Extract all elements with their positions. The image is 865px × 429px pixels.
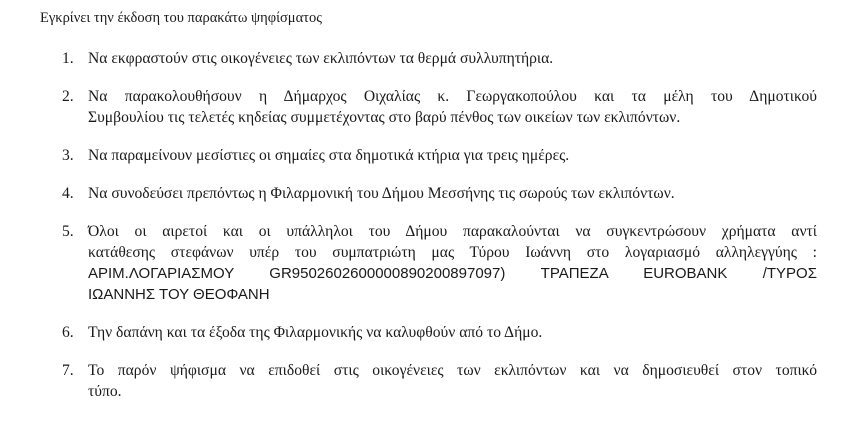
item-line: Συμβουλίου τις τελετές κηδείας συμμετέχοντας στο βαρύ πένθος των οικείων των εκλιπόντων.: [88, 109, 681, 126]
item-line: Όλοι οι αιρετοί και οι υπάλληλοι του Δήμου παρακαλούνται να συγκεντρώσουν χρήματα αντί: [88, 223, 817, 240]
item-text: [88, 183, 817, 204]
item-line: τύπο.: [88, 383, 122, 400]
list-item: [62, 322, 817, 343]
resolution-list: [62, 48, 817, 419]
item-text: [88, 86, 817, 128]
item-number: 4.: [62, 185, 74, 202]
item-line: ΑΡΙΜ.ΛΟΓΑΡΙΑΣΜΟΥ GR9502602600000890200897097) ΤΡΑΠΕΖΑ EUROBANK /ΤΥΡΟΣ: [88, 265, 817, 282]
list-item: [62, 48, 817, 69]
item-text: [88, 145, 817, 166]
item-line: Να παρακολουθήσουν η Δήμαρχος Οιχαλίας κ. Γεωργακοπούλου και τα μέλη του Δημοτικού: [88, 88, 817, 105]
item-number: 5.: [62, 223, 74, 240]
item-line: Να παραμείνουν μεσίστιες οι σημαίες στα δημοτικά κτήρια για τρεις ημέρες.: [88, 147, 570, 164]
item-line: Να συνοδεύσει πρεπόντως η Φιλαρμονική του Δήμου Μεσσήνης τις σωρούς των εκλιπόντων.: [88, 185, 675, 202]
item-text: [88, 221, 817, 305]
item-line: Την δαπάνη και τα έξοδα της Φιλαρμονικής να καλυφθούν από το Δήμο.: [88, 324, 543, 341]
item-line: ΙΩΑΝΝΗΣ ΤΟΥ ΘΕΟΦΑΝΗ: [88, 286, 270, 303]
item-number: 6.: [62, 324, 74, 341]
list-item: [62, 86, 817, 128]
item-line: Το παρόν ψήφισμα να επιδοθεί στις οικογένειες των εκλιπόντων και να δημοσιευθεί στον τοπικό: [88, 362, 817, 379]
item-text: [88, 48, 817, 69]
item-number: 7.: [62, 362, 74, 379]
item-text: [88, 322, 817, 343]
item-line: κατάθεσης στεφάνων υπέρ του συμπατριώτη μας Τύρου Ιωάννη στο λογαριασμό αλληλεγγύης :: [88, 244, 817, 261]
intro-text: Εγκρίνει την έκδοση του παρακάτω ψηφίσματος: [40, 10, 322, 26]
item-line: Να εκφραστούν στις οικογένειες των εκλιπόντων τα θερμά συλλυπητήρια.: [88, 50, 554, 67]
list-item: [62, 183, 817, 204]
item-number: 3.: [62, 147, 74, 164]
list-item: [62, 145, 817, 166]
item-number: 2.: [62, 88, 74, 105]
item-text: [88, 360, 817, 402]
list-item: [62, 221, 817, 305]
list-item: [62, 360, 817, 402]
item-number: 1.: [62, 50, 74, 67]
